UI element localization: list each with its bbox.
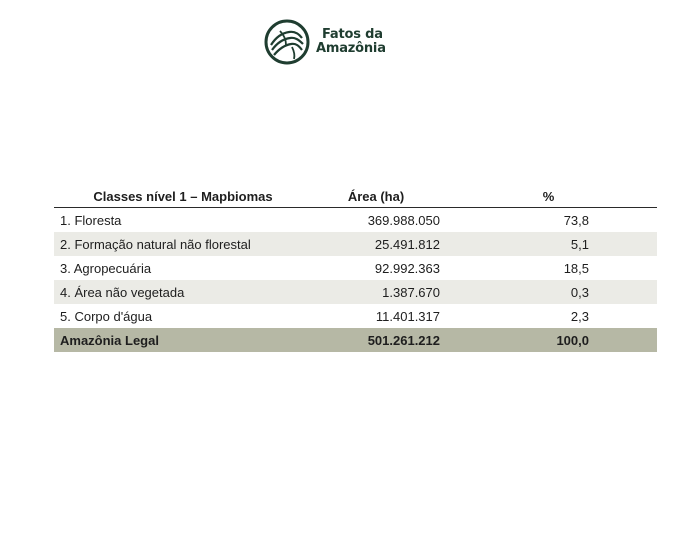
table-row [54, 280, 657, 304]
total-class: Amazônia Legal [54, 328, 312, 352]
table-row [54, 208, 657, 233]
land-use-table [54, 185, 657, 352]
table-row [54, 304, 657, 328]
table-header-row [54, 185, 657, 208]
row-percent: 5,1 [440, 232, 657, 256]
total-percent: 100,0 [440, 328, 657, 352]
row-class: 2. Formação natural não florestal [54, 232, 312, 256]
row-area: 25.491.812 [312, 232, 440, 256]
row-area: 369.988.050 [367, 212, 440, 228]
header-classes: Classes nível 1 – Mapbiomas [54, 185, 312, 208]
header-area: Área (ha) [312, 185, 440, 208]
logo-wordmark [316, 28, 386, 56]
row-class: 5. Corpo d'água [60, 308, 153, 324]
row-area: 92.992.363 [374, 260, 440, 276]
row-class: 4. Área não vegetada [54, 280, 312, 304]
row-class: 1. Floresta [60, 212, 122, 228]
row-percent: 2,3 [570, 308, 589, 324]
header-percent: % [440, 185, 657, 208]
total-area: 501.261.212 [312, 328, 440, 352]
row-class: 3. Agropecuária [60, 260, 152, 276]
logo-line-1: Fatos da [322, 27, 383, 42]
row-area: 1.387.670 [312, 280, 440, 304]
row-area: 11.401.317 [375, 308, 440, 324]
row-percent: 18,5 [563, 260, 589, 276]
row-percent: 73,8 [563, 212, 589, 228]
table-row [54, 232, 657, 256]
fatos-da-amazonia-logo-icon [264, 19, 310, 65]
row-percent: 0,3 [440, 280, 657, 304]
total-row [54, 328, 657, 352]
logo [264, 19, 386, 65]
table-row [54, 256, 657, 280]
land-use-table-container [54, 185, 657, 352]
logo-line-2: Amazônia [316, 41, 386, 56]
